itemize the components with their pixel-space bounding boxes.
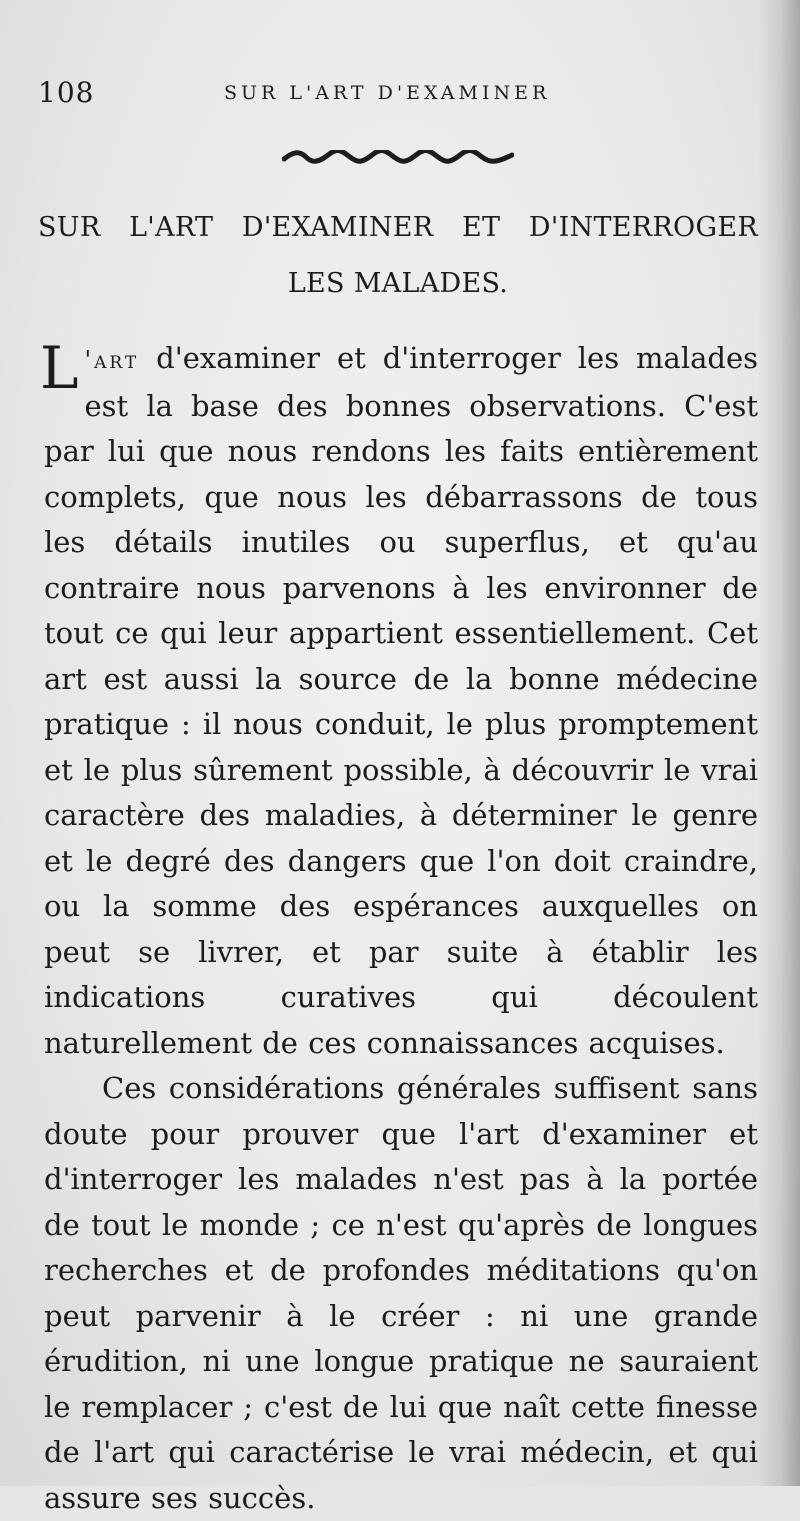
page-edge-shadow xyxy=(758,0,800,1486)
small-caps-word: 'art xyxy=(84,346,140,374)
running-title: SUR L'ART D'EXAMINER xyxy=(224,82,551,104)
paragraph-2: Ces considérations générales suffisent sans doute pour prouver que l'art d'examiner et d'interroger les malades n'est pas à la portée de tout le monde ; ce n'est qu'après de longues recherches et de profondes méditations qu'on peut parvenir à le créer : ni une grande érudition, ni une longue pratique ne sauraient le remplacer ; c'est de lui que naît cette finesse de l'art qui caractérise le vrai médecin, et qui assure ses succès. xyxy=(44,1071,758,1515)
page-number: 108 xyxy=(38,76,95,109)
paragraph-1-text: d'examiner et d'interroger les malades est la base des bonnes observations. C'est par lui que nous rendons les faits entièrement complets, que nous les débarrassons de tous les détails inutiles ou superflus, et qu'au contraire nous parvenons à les environner de tout ce qui leur appartient essentiellement. Cet art est aussi la source de la bonne médecine pratique : il nous conduit, le plus promptement et le plus sûrement possible, à découvrir le vrai caractère des maladies, à déterminer le genre et le degré des dangers que l'on doit craindre, ou la somme des espérances auxquelles on peut se livrer, et par suite à établir les indications curatives qui découlent naturellement de ces connaissances acquises. xyxy=(44,341,758,1060)
chapter-title-line-2: LES MALADES. xyxy=(287,268,509,299)
body-text xyxy=(40,334,758,1521)
wave-ornament-icon xyxy=(282,150,514,164)
running-head xyxy=(38,76,758,116)
drop-cap: L xyxy=(40,334,79,402)
chapter-title-line-1: SUR L'ART D'EXAMINER ET D'INTERROGER xyxy=(38,212,758,243)
chapter-title xyxy=(38,200,758,312)
paragraph-1 xyxy=(40,334,758,1066)
